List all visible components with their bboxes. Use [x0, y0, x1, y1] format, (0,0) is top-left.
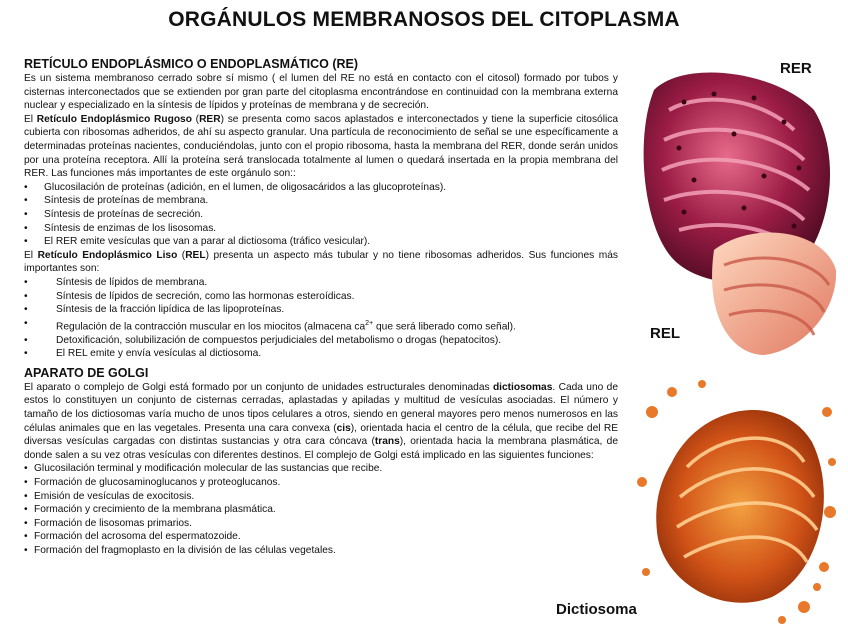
page-title: ORGÁNULOS MEMBRANOSOS DEL CITOPLASMA	[168, 8, 680, 31]
list-item: • Formación y crecimiento de la membrana plasmática.	[24, 503, 618, 517]
golgi-functions-list	[24, 462, 618, 557]
list-item: • Formación del acrosoma del espermatozoide.	[24, 530, 618, 544]
list-item: • Síntesis de proteínas de secreción.	[24, 208, 618, 222]
list-item: • El REL emite y envía vesículas al dictiosoma.	[24, 347, 618, 361]
golgi-label: Dictiosoma	[556, 601, 637, 618]
golgi-heading: APARATO DE GOLGI	[24, 365, 149, 380]
list-item: • Formación de lisosomas primarios.	[24, 517, 618, 531]
text-column	[24, 56, 618, 558]
list-item: • Detoxificación, solubilización de compuestos perjudiciales del metabolismo o drogas (hepatocitos).	[24, 334, 618, 348]
list-item: • Formación del fragmoplasto en la división de las células vegetales.	[24, 544, 618, 558]
list-item: • Formación de glucosaminoglucanos y proteoglucanos.	[24, 476, 618, 490]
rel-paragraph: El Retículo Endoplásmico Liso (REL) presenta un aspecto más tubular y no tiene ribosomas adheridos. Sus funciones más importantes son:	[24, 249, 618, 275]
list-item: • Glucosilación terminal y modificación molecular de las sustancias que recibe.	[24, 462, 618, 476]
golgi-paragraph: El aparato o complejo de Golgi está formado por un conjunto de unidades estructurales denominadas dictiosomas. Cada uno de estos lo constituyen un conjunto de cisternas cerradas, aplastadas y apiladas y multitud de vesículas asociadas. El número y tamaño de los dictiosomas varía mucho de unos tipos celulares a otros, siendo en general mayores pero menos numerosos en las células animales que en las vegetales. Presenta una cara convexa (cis), orientada hacia el centro de la célula, que recibe del RE diversas vesículas cargadas con distintas sustancias y otra cara cóncava (trans), orientada hacia la membrana plasmática, de donde salen a su vez otras vesículas con diferentes destinos. El complejo de Golgi está implicado en las siguientes funciones:	[24, 381, 618, 461]
list-item: • Síntesis de la fracción lipídica de las lipoproteínas.	[24, 303, 618, 317]
list-item: • El RER emite vesículas que van a parar al dictiosoma (tráfico vesicular).	[24, 235, 618, 249]
list-item: • Emisión de vesículas de exocitosis.	[24, 490, 618, 504]
list-item: • Síntesis de proteínas de membrana.	[24, 194, 618, 208]
list-item: • Síntesis de lípidos de secreción, como las hormonas esteroídicas.	[24, 290, 618, 304]
list-item: • Síntesis de lípidos de membrana.	[24, 276, 618, 290]
list-item: • Glucosilación de proteínas (adición, en el lumen, de oligosacáridos a las glucoproteínas).	[24, 181, 618, 195]
list-item: • Síntesis de enzimas de los lisosomas.	[24, 222, 618, 236]
rer-functions-list	[24, 181, 618, 249]
golgi-illustration	[632, 372, 842, 630]
rel-label: REL	[650, 325, 680, 342]
rer-paragraph: El Retículo Endoplásmico Rugoso (RER) se presenta como sacos aplastados e interconectados y tiene la superficie citosólica cubierta con ribosomas adheridos, de ahí su aspecto granular. Una partícula de reconocimiento de señal se une específicamente a determinadas proteínas nacientes, conduciéndolas, junto con el propio ribosoma, hasta la membrana del RER, donde serán unidos por una proteína receptora. Allí la proteína será translocada totalmente al lumen o quedará insertada en la propia membrana del RER. Las funciones más importantes de este orgánulo son::	[24, 113, 619, 180]
rel-functions-list	[24, 276, 618, 361]
re-intro: Es un sistema membranoso cerrado sobre sí mismo ( el lumen del RE no está en contacto con el citosol) formado por tubos y cisternas interconectados que se extienden por gran parte del citoplasma encontrándose en continuidad con la membrana externa nuclear y especializado en la síntesis de lípidos y proteínas de membrana y de secreción.	[24, 73, 618, 112]
list-item: • Regulación de la contracción muscular en los miocitos (almacena $ca^{2+}$ que será liberado como señal).	[24, 317, 618, 334]
re-heading: RETÍCULO ENDOPLÁSMICO O ENDOPLASMÁTICO (RE)	[24, 57, 359, 71]
er-illustration	[624, 50, 840, 360]
rer-label: RER	[780, 60, 812, 77]
